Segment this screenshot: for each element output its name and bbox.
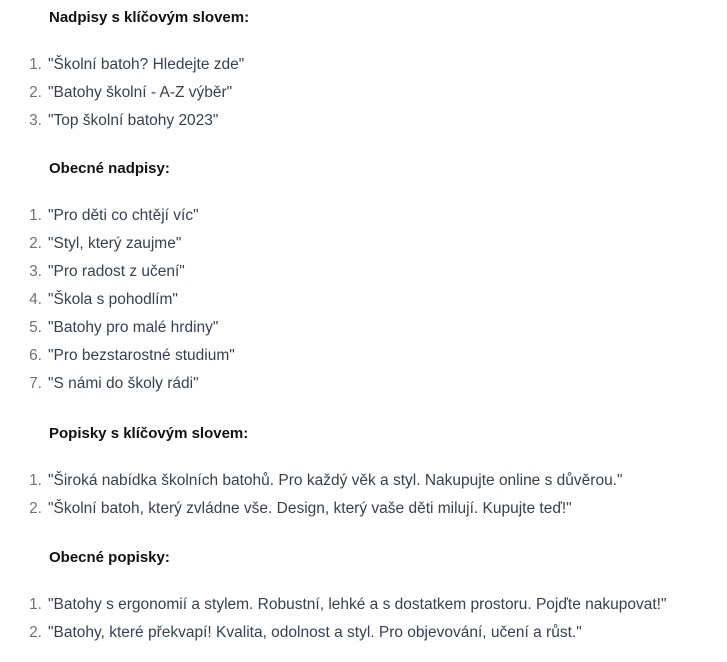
list-item-text: "Škola s pohodlím" <box>48 291 178 308</box>
list-number: 1. <box>29 207 42 224</box>
numbered-list <box>0 467 727 523</box>
numbered-list <box>0 202 727 398</box>
list-number: 6. <box>29 347 42 364</box>
list-item-text: "Top školní batohy 2023" <box>48 112 219 129</box>
list-item <box>0 619 727 647</box>
list-item-text: "Školní batoh? Hledejte zde" <box>48 56 245 73</box>
list-item-text: "Široká nabídka školních batohů. Pro každý věk a styl. Nakupujte online s důvěrou." <box>48 472 623 489</box>
list-item <box>0 314 727 342</box>
list-item-text: "Pro radost z učení" <box>48 263 185 280</box>
list-item-text: "Školní batoh, který zvládne vše. Design, který vaše děti milují. Kupujte teď!" <box>48 500 572 517</box>
list-item <box>0 258 727 286</box>
list-item-text: "Pro děti co chtějí víc" <box>48 207 199 224</box>
list-item-text: "Batohy školní - A-Z výběr" <box>48 84 233 101</box>
list-number: 2. <box>29 235 42 252</box>
list-item-text: "Batohy s ergonomií a stylem. Robustní, lehké a s dostatkem prostoru. Pojďte nakupovat!" <box>48 596 667 613</box>
list-item <box>0 107 727 135</box>
list-number: 2. <box>29 624 42 641</box>
list-item <box>0 591 727 619</box>
list-item <box>0 79 727 107</box>
list-number: 3. <box>29 112 42 129</box>
section-heading: Obecné popisky: <box>49 549 170 566</box>
list-item-text: "Batohy, které překvapí! Kvalita, odolnost a styl. Pro objevování, učení a růst." <box>48 624 582 641</box>
section-keyword-descriptions <box>0 424 727 523</box>
list-item <box>0 286 727 314</box>
list-number: 4. <box>29 291 42 308</box>
section-keyword-headlines <box>0 8 727 135</box>
list-number: 7. <box>29 375 42 392</box>
list-item <box>0 370 727 398</box>
list-item <box>0 495 727 523</box>
list-item <box>0 202 727 230</box>
list-number: 5. <box>29 319 42 336</box>
list-item <box>0 467 727 495</box>
list-item <box>0 230 727 258</box>
list-number: 1. <box>29 596 42 613</box>
section-heading: Obecné nadpisy: <box>49 160 170 177</box>
list-number: 1. <box>29 472 42 489</box>
list-number: 2. <box>29 84 42 101</box>
list-item <box>0 51 727 79</box>
list-number: 3. <box>29 263 42 280</box>
section-heading: Nadpisy s klíčovým slovem: <box>49 9 250 26</box>
section-heading: Popisky s klíčovým slovem: <box>49 425 249 442</box>
list-item-text: "Pro bezstarostné studium" <box>48 347 235 364</box>
section-general-headlines <box>0 159 727 398</box>
list-item-text: "S námi do školy rádi" <box>48 375 199 392</box>
list-item-text: "Batohy pro malé hrdiny" <box>48 319 219 336</box>
list-item <box>0 342 727 370</box>
section-general-descriptions <box>0 548 727 647</box>
list-item-text: "Styl, který zaujme" <box>48 235 182 252</box>
list-number: 1. <box>29 56 42 73</box>
numbered-list <box>0 591 727 647</box>
list-number: 2. <box>29 500 42 517</box>
numbered-list <box>0 51 727 135</box>
